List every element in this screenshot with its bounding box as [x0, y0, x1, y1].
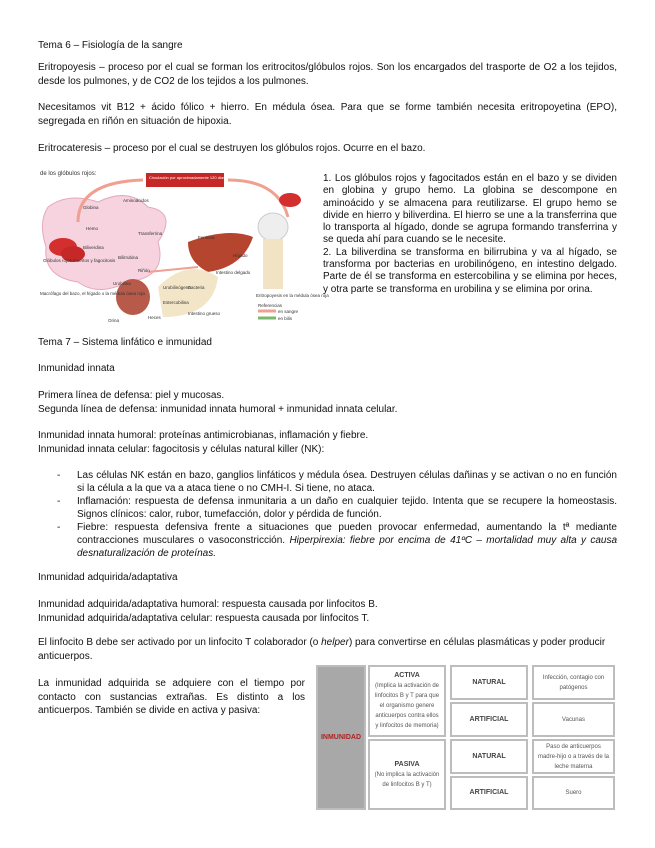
red-blood-cell [279, 193, 301, 207]
svg-text:Bilirrubina: Bilirrubina [118, 255, 139, 260]
example-cell: Vacunas [532, 702, 615, 737]
svg-text:Urobilinógeno: Urobilinógeno [163, 285, 191, 290]
svg-text:Eritropoyesis en la médula óse: Eritropoyesis en la médula ósea roja [256, 293, 329, 298]
eritrocateresis-paragraph: Eritrocateresis – proceso por el cual se destruyen los glóbulos rojos. Ocurre en el bazo. [38, 143, 426, 154]
adquirida-paragraph: La inmunidad adquirida se adquiere con el tiempo por contacto con sustancias extrañas. Es distinto a los anticuerpos. También se divide en activa y pasiva: [38, 678, 305, 716]
example-cell: Suero [532, 776, 615, 810]
svg-text:Referencias: Referencias [258, 303, 283, 308]
activa-cell: ACTIVA (Implica la activación de linfocitos B y T para que el organismo genere anticuerpos contra ellos y linfocitos de memoria) [368, 665, 446, 737]
innata-celular: Inmunidad innata celular: fagocitosis y células natural killer (NK): [38, 443, 325, 455]
example-cell: Infección, contagio con patógenos [532, 665, 615, 700]
adquirida-humoral: Inmunidad adquirida/adaptativa humoral: respuesta causada por linfocitos B. [38, 599, 378, 610]
inmunidad-table [316, 665, 616, 810]
type-cell: NATURAL [450, 665, 528, 700]
svg-text:Intestino grueso: Intestino grueso [188, 311, 221, 316]
innata-bullet-list [38, 469, 617, 560]
svg-text:Riñón: Riñón [138, 268, 150, 273]
primera-linea: Primera línea de defensa: piel y mucosas. [38, 390, 225, 401]
svg-text:Circulación por aproximadament: Circulación por aproximadamente 120 días [149, 175, 226, 180]
segunda-linea: Segunda línea de defensa: inmunidad innata humoral + inmunidad innata celular. [38, 403, 398, 415]
innata-heading: Inmunidad innata [38, 363, 115, 374]
adquirida-celular: Inmunidad adquirida/adaptativa celular: respuesta causada por linfocitos T. [38, 612, 370, 624]
svg-text:Hígado: Hígado [233, 253, 248, 258]
tema7-title: Tema 7 – Sistema linfático e inmunidad [38, 337, 212, 348]
svg-text:Estercobilina: Estercobilina [163, 300, 189, 305]
eritropoyesis-paragraph: Eritropoyesis – proceso por el cual se forman los eritrocitos/glóbulos rojos. Son los encargados del trasporte de O2 a los tejidos, desde los pulmones, y de CO2 de los tejidos a los pulmones. [38, 62, 617, 87]
svg-text:Globina: Globina [83, 205, 99, 210]
hiperpirexia-note: Hiperpirexia: fiebre por encima de 41ºC – mortalidad muy alta y causa desnaturalización de proteínas. [77, 535, 618, 559]
svg-text:Heces: Heces [148, 315, 161, 320]
eritrocateresis-diagram [38, 167, 329, 324]
svg-text:Bacteria: Bacteria [188, 285, 205, 290]
steps-text [323, 173, 617, 296]
svg-text:Transferrina: Transferrina [138, 231, 163, 236]
example-cell: Paso de anticuerpos madre-hijo o a través de la leche materna [532, 739, 615, 774]
svg-text:Ferritina: Ferritina [198, 235, 215, 240]
bullet-nk: - Las células NK están en bazo, ganglios linfáticos y médula ósea. Destruyen células dañinas y se activan o no en función si la célula a la que va a ataca tiene o no CMH-I. Si tiene, no ataca. [57, 470, 617, 494]
step-2: 2. La biliverdina se transforma en bilirrubina y va al hígado, se transforma por bacterias en urobilinógeno, en intestino delgado. Parte de él se transforma en estercobilina y se elimina por heces, y otra parte se transforma en urobilina y se elimina por orina. [323, 246, 617, 295]
svg-text:Macrófago del bazo, el hígado: Macrófago del bazo, el hígado o la médula ósea roja [40, 291, 145, 296]
bullet-fiebre: - Fiebre: respuesta defensiva frente a situaciones que pueden provocar enfermedad, aumentando la tª mediante contracciones musculares o vasoconstricción. Hiperpirexia: fiebre por encima de 41ºC – mortalidad muy alta y causa desnaturalización de proteínas. [57, 522, 618, 559]
tema6-title: Tema 6 – Fisiología de la sangre [38, 40, 183, 51]
diagram-heading: de los glóbulos rojos: [40, 171, 97, 177]
step-1: 1. Los glóbulos rojos y fagocitados están en el bazo y se dividen en globina y grupo hemo. La globina se descompone en aminoácido y se almacena para reutilizarse. El grupo hemo se divide en hierro y biliverdina. El hierro se une a la transferrina que lo transporta al hígado, donde se agrupa formando transferrina y se queda ahí para cuando se le necesite. [323, 173, 617, 246]
type-cell: ARTIFICIAL [450, 776, 528, 810]
svg-text:Biliverdina: Biliverdina [83, 245, 104, 250]
type-cell: NATURAL [450, 739, 528, 774]
innata-humoral: Inmunidad innata humoral: proteínas antimicrobianas, inflamación y fiebre. [38, 430, 369, 441]
linfocito-b-paragraph: El linfocito B debe ser activado por un linfocito T colaborador (o helper) para convertirse en células plasmáticas y poder producir anticuerpos. [38, 637, 606, 662]
svg-text:Glóbulos rojos muertos y fagoc: Glóbulos rojos muertos y fagocitosis [43, 258, 116, 263]
table-root-cell: INMUNIDAD [316, 665, 366, 810]
svg-text:Hemo: Hemo [86, 226, 99, 231]
svg-text:Intestino delgado: Intestino delgado [216, 270, 251, 275]
svg-text:Orina: Orina [108, 318, 120, 323]
pasiva-cell: PASIVA (No implica la activación de linfocitos B y T) [368, 739, 446, 810]
type-cell: ARTIFICIAL [450, 702, 528, 737]
bullet-inflamacion: - Inflamación: respuesta de defensa inmunitaria a un daño en cualquier tejido. Intenta que se recupere la homeostasis. Signos clínicos: calor, rubor, tumefacción, dolor y pérdida de función. [57, 496, 617, 520]
svg-text:Aminoácidos: Aminoácidos [123, 198, 149, 203]
svg-text:en bilis: en bilis [278, 316, 293, 321]
adquirida-heading: Inmunidad adquirida/adaptativa [38, 572, 178, 583]
requirements-paragraph: Necesitamos vit B12 + ácido fólico + hierro. En médula ósea. Para que se forme también necesita eritropoyetina (EPO), segregada en riñón en situación de hipoxia. [38, 102, 617, 127]
svg-text:en sangre: en sangre [278, 309, 299, 314]
svg-text:Urobilina: Urobilina [113, 281, 131, 286]
